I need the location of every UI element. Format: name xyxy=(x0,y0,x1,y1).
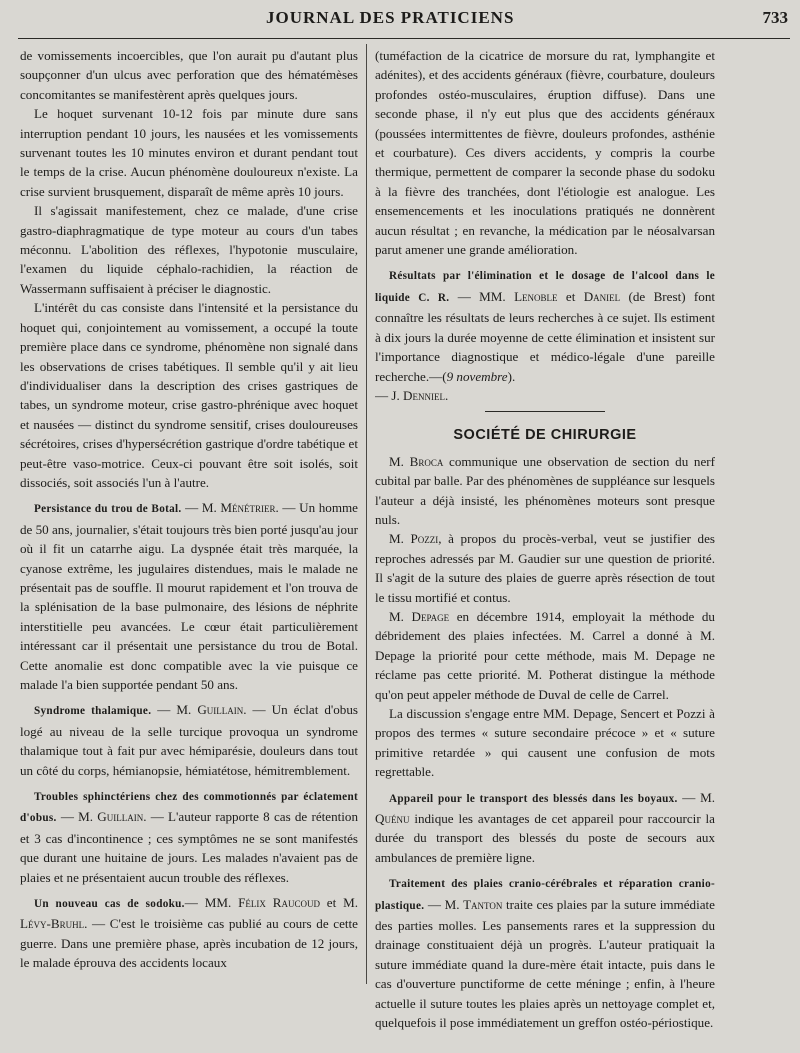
author-name: Guillain xyxy=(197,702,244,718)
running-title: JOURNAL DES PRATICIENS xyxy=(266,8,515,27)
right-column xyxy=(375,46,715,1046)
article-botal: Persistance du trou de Botal. — M. Ménétrier. — Un homme de 50 ans, journalier, s'était toujours très bien porté jusqu'au jour où il fit un catarrhe aigu. La dyspnée était très marquée, la cyanose extrême, les jugulaires distendues, mais le malade ne présentait pas de souffle. Il mourut rapidement et l'on trouva de la splénisation de la base pulmonaire, des lésions de néphrite interstitielle peu avancées. Le cœur était particulièrement intéressant car il présentait une persistance du trou de Botal. Cette anomalie est donc compatible avec la vie puisque ce malade l'a bien supportée pendant 50 ans. xyxy=(20,500,358,692)
article-heading: Un nouveau cas de sodoku. xyxy=(34,898,185,911)
paragraph: M. Broca communique une observation de section du nerf cubital par balle. Par des phénomènes de suppléance sur lesquels l'auteur a déjà insisté, les phénomènes moteurs sont presque nuls. xyxy=(375,453,715,527)
article-heading: Traitement des plaies cranio-cérébrales et réparation cranio-plastique. xyxy=(375,878,715,912)
article-heading: Troubles sphinctériens chez des commotionnés par éclatement d'obus. xyxy=(20,791,358,825)
article-sodoku: Un nouveau cas de sodoku.— MM. Félix Raucoud et M. Lévy-Bruhl. — C'est le troisième cas publié au cours de cette guerre. Dans une première phase, après incubation de 12 jours, le malade éprouva des accidents locaux xyxy=(20,895,358,971)
signature: Denniel xyxy=(403,387,445,403)
author-name: Lévy-Bruhl xyxy=(20,916,85,932)
paragraph: L'intérêt du cas consiste dans l'intensité et la persistance du hoquet qui, conjointement au vomissement, a occupé la toute première place dans ce syndrome, phénomène non signalé dans les observations de crises tabétiques. Il semble qu'il y ait lieu d'individualiser dans la description des crises gastriques de tabes, un syndrome moteur, crise gastro-phrénique avec hoquet et nausées — distinct du syndrome sensitif, crises douloureuses sécrétoires, crises d'hypersécrétion gastrique d'ordre tabétique et peut-être vaso-motrice. Ceux-ci pouvant être soit isolés, soit dissociés, soit associés l'un à l'autre. xyxy=(20,300,358,490)
header-rule xyxy=(18,38,790,39)
article-heading: Persistance du trou de Botal. xyxy=(34,503,182,516)
article-alcool: Résultats par l'élimination et le dosage de l'alcool dans le liquide C. R. — MM. Lenoble et Daniel (de Brest) font connaître les résultats de leurs recherches à ce sujet. Ils estiment à dix jours la durée moyenne de cette élimination et insistent sur l'importance diagnostique et médico-légale d'une pareille recherche.—(9 novembre). xyxy=(375,270,715,384)
paragraph: M. Depage en décembre 1914, employait la méthode du débridement des plaies infectées. M. Carrel a donné à M. Depage la priorité pour cette méthode, mais M. Depage ne réclame pas cette priorité. M. Potherat distingue la méthode qu'on peut appeler méthode de Duval de celle de Carrel. xyxy=(375,608,715,702)
paragraph: Le hoquet survenant 10-12 fois par minute dure sans interruption pendant 10 jours, les nausées et les vomissements survenant toutes les 10 minutes environ et durant pendant tout le temps de la crise. Aucun phénomène douloureux n'existe. La crise survient brusquement, disparaît de même après 10 jours. xyxy=(20,106,358,199)
signature-line: — J. Denniel. xyxy=(375,387,449,403)
author-name: Daniel xyxy=(583,288,621,304)
article-sphincteriens: Troubles sphinctériens chez des commotionnés par éclatement d'obus. — M. Guillain. — L'auteur rapporte 8 cas de rétention et 3 cas d'incontinence ; ces symptômes ne se sont manifestés que durant une huitaine de jours. Les malades n'avaient pas de plaies et ne présentaient aucun trouble des réflexes. xyxy=(20,791,358,885)
author-name: Ménétrier xyxy=(220,500,276,516)
paragraph: de vomissements incoercibles, que l'on aurait pu d'autant plus soupçonner d'un ulcus avec perforation que des hématémèses concomitantes se manifestèrent après quelques jours. xyxy=(20,48,358,102)
left-column xyxy=(20,46,358,1046)
author-name: Tanton xyxy=(463,896,503,912)
article-heading: Appareil pour le transport des blessés dans les boyaux. xyxy=(389,792,678,805)
article-cranio: Traitement des plaies cranio-cérébrales et réparation cranio-plastique. — M. Tanton traite ces plaies par la suture immédiate des parties molles. Les pansements rares et la suppression du drainage constituaient déjà un progrès. L'auteur pratiquait la suture immédiate quand la dure-mère était intacte, puis dans le cas d'ouverture punctiforme de cette méninge ; enfin, à l'heure actuelle il suture toutes les plaies après un nettoyage complet et, quelquefois il pose immédiatement un greffon ostéo-périostique. xyxy=(375,878,715,1031)
author-name: Félix Raucoud xyxy=(238,895,320,911)
article-heading: Résultats par l'élimination et le dosage de l'alcool dans le liquide C. R. xyxy=(375,270,715,304)
author-name: Guillain xyxy=(97,809,144,825)
author-name: Pozzi xyxy=(410,531,439,547)
paragraph: Il s'agissait manifestement, chez ce malade, d'une crise gastro-diaphragmatique de type moteur au cours d'un tabes méconnu. L'abolition des réflexes, l'hypotonie musculaire, l'examen du liquide céphalo-rachidien, la réaction de Wassermann suffisaient à préciser le diagnostic. xyxy=(20,203,358,296)
author-name: Lenoble xyxy=(514,288,558,304)
paragraph: La discussion s'engage entre MM. Depage, Sencert et Pozzi à propos des termes « suture secondaire précoce » et « suture primitive retardée » qui causent une confusion de mots regrettable. xyxy=(375,706,715,780)
section-title: SOCIÉTÉ DE CHIRURGIE xyxy=(453,427,637,444)
section-rule xyxy=(485,411,605,412)
page-number: 733 xyxy=(762,8,788,27)
article-heading: Syndrome thalamique. xyxy=(34,705,152,718)
paragraph: (tuméfaction de la cicatrice de morsure du rat, lymphangite et adénites), et des accidents généraux (fièvre, courbature, douleurs profondes ostéo-musculaires, éruption diffuse). Dans une seconde phase, il n'y eut plus que des accidents généraux (poussées intermittentes de fièvre, douleurs profondes, asthénie et courbature). Ces divers accidents, y compris la courbe thermique, permettent de comparer la seconde phase du sodoku à la fièvre des tranchées, dont l'étiologie est analogue. Les ensemencements et les inoculations pratiqués ne donnèrent aucun résultat ; en revanche, la médication par le néosalvarsan parut amener une grande amélioration. xyxy=(375,48,715,258)
column-divider xyxy=(366,44,367,984)
paragraph: M. Pozzi, à propos du procès-verbal, veut se justifier des reproches adressés par M. Gaudier sur une question de priorité. Il s'agit de la suture des plaies de guerre après résection de tout le tissu mortifié et contus. xyxy=(375,531,715,605)
author-name: Depage xyxy=(411,608,450,624)
page-header xyxy=(0,0,800,40)
article-appareil: Appareil pour le transport des blessés dans les boyaux. — M. Quénu indique les avantages de cet appareil pour raccourcir la durée du transport des blessés du poste de secours aux ambulances de première ligne. xyxy=(375,789,715,865)
author-name: Quénu xyxy=(375,811,410,827)
date: 9 novembre xyxy=(446,368,508,384)
article-thalamique: Syndrome thalamique. — M. Guillain. — Un éclat d'obus logé au niveau de la selle turcique provoqua un syndrome thalamique tout à fait pur avec hémiparésie, douleurs dans tout un côté du corps, hémianopsie, hémiatétose, hémitremblement. xyxy=(20,702,358,778)
author-name: Broca xyxy=(409,453,444,469)
